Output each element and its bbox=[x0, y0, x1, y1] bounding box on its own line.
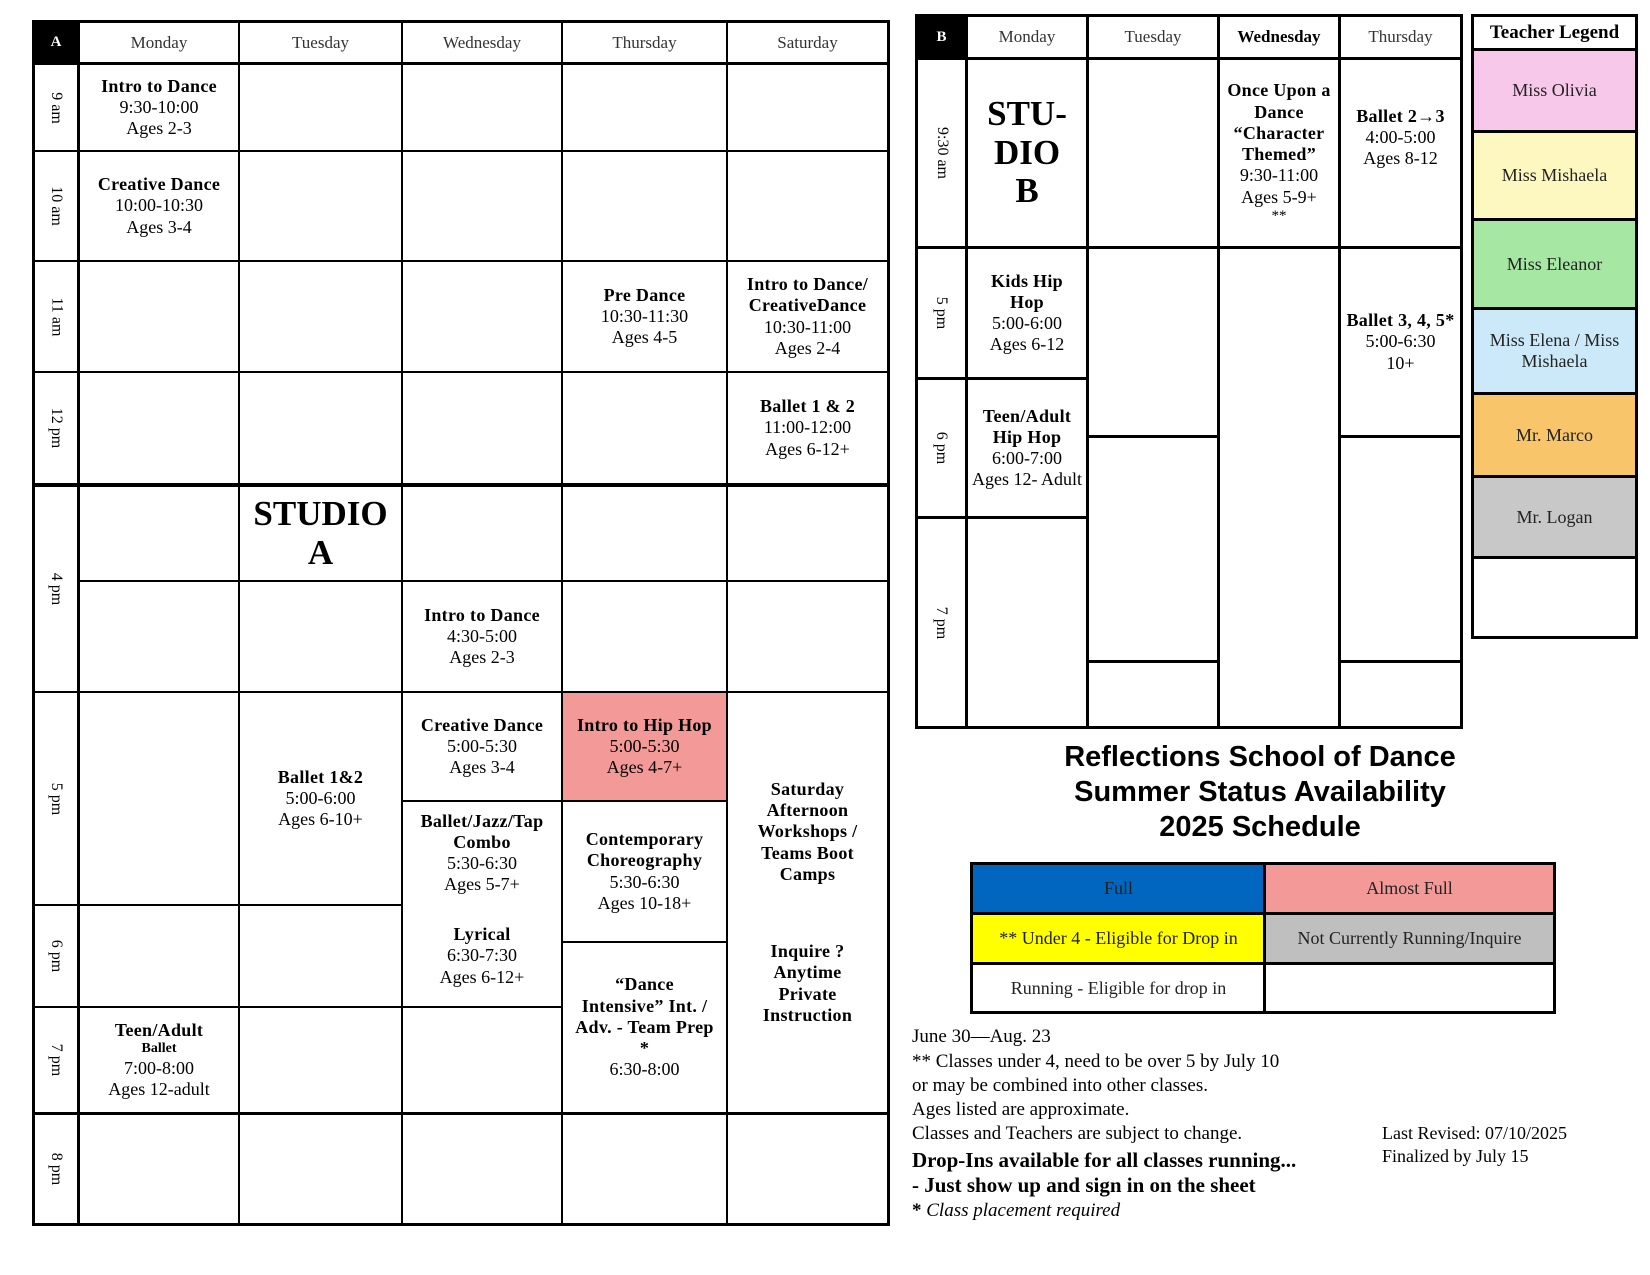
time-label: 11 am bbox=[47, 297, 65, 336]
time-label: 9:30 am bbox=[933, 127, 951, 179]
time-label: 5 pm bbox=[933, 296, 951, 330]
class-cell: Creative Dance 5:00-5:30 Ages 3-4 bbox=[420, 714, 544, 778]
status-almost-full: Almost Full bbox=[1266, 865, 1553, 912]
header-saturday: Saturday bbox=[777, 32, 838, 52]
class-cell-almost-full: Intro to Hip Hop 5:00-5:30 Ages 4-7+ bbox=[563, 693, 726, 800]
time-label: 6 pm bbox=[47, 939, 65, 973]
notes-line: Classes and Teachers are subject to change. bbox=[912, 1123, 1243, 1144]
notes-placement-text: Class placement required bbox=[926, 1200, 1121, 1221]
class-cell: Teen/Adult Ballet 7:00-8:00 Ages 12-adult bbox=[108, 1019, 210, 1099]
time-label: 7 pm bbox=[933, 606, 951, 639]
header-monday: Monday bbox=[998, 27, 1056, 46]
teacher-legend-item: Miss Mishaela bbox=[1474, 133, 1635, 218]
time-label: 8 pm bbox=[47, 1152, 65, 1186]
studio-a-label: STUDIO A bbox=[253, 494, 388, 572]
time-label: 5 pm bbox=[47, 782, 65, 815]
class-cell: Teen/Adult Hip Hop 6:00-7:00 Ages 12- Adult bbox=[972, 405, 1082, 490]
header-monday: Monday bbox=[130, 32, 188, 52]
time-label: 10 am bbox=[47, 186, 65, 226]
notes-line: Ages listed are approximate. bbox=[912, 1099, 1130, 1120]
title-line: Summer Status Availability bbox=[1074, 776, 1446, 808]
class-cell: Lyrical 6:30-7:30 Ages 6-12+ bbox=[439, 924, 525, 987]
teacher-legend-item: Miss Elena / Miss Mishaela bbox=[1474, 310, 1635, 392]
header-tuesday: Tuesday bbox=[292, 32, 349, 52]
notes-placement bbox=[912, 1200, 1120, 1222]
class-cell: Intro to Dance 4:30-5:00 Ages 2-3 bbox=[424, 604, 540, 668]
status-not-running: Not Currently Running/Inquire bbox=[1266, 915, 1553, 962]
status-blank bbox=[1266, 965, 1553, 1011]
studio-b-corner: B bbox=[918, 17, 965, 57]
title-line: Reflections School of Dance bbox=[1064, 741, 1456, 773]
class-cell: Ballet 1&2 5:00-6:00 Ages 6-10+ bbox=[277, 766, 364, 830]
teacher-legend-item: Mr. Marco bbox=[1474, 395, 1635, 475]
notes-dates: June 30—Aug. 23 bbox=[912, 1026, 1051, 1047]
header-tuesday: Tuesday bbox=[1124, 27, 1182, 46]
class-cell: Ballet 1 & 2 11:00-12:00 Ages 6-12+ bbox=[759, 396, 856, 459]
studio-a-corner: A bbox=[35, 23, 77, 62]
notes-line: ** Classes under 4, need to be over 5 by July 10 bbox=[912, 1051, 1280, 1072]
class-cell: Intro to Dance 9:30-10:00 Ages 2-3 bbox=[101, 75, 217, 139]
time-label: 7 pm bbox=[47, 1043, 65, 1077]
class-cell: Creative Dance 10:00-10:30 Ages 3-4 bbox=[97, 174, 221, 237]
class-cell: Ballet 3, 4, 5* 5:00-6:30 10+ bbox=[1346, 310, 1455, 373]
teacher-legend-title: Teacher Legend bbox=[1489, 21, 1620, 43]
class-cell: “Dance Intensive” Int. / Adv. - Team Prep * 6:30-8:00 bbox=[575, 974, 714, 1080]
teacher-legend-item: Miss Eleanor bbox=[1474, 221, 1635, 307]
class-cell: Contemporary Choreography 5:30-6:30 Ages 10-18+ bbox=[585, 829, 704, 913]
class-cell: Pre Dance 10:30-11:30 Ages 4-5 bbox=[600, 284, 689, 348]
header-wednesday: Wednesday bbox=[1237, 27, 1321, 46]
last-revised: Last Revised: 07/10/2025 bbox=[1382, 1123, 1567, 1143]
class-cell: Ballet 2→3 4:00-5:00 Ages 8-12 bbox=[1356, 106, 1445, 169]
notes-line: or may be combined into other classes. bbox=[912, 1075, 1209, 1096]
time-label: 6 pm bbox=[933, 431, 951, 465]
page-title bbox=[1000, 740, 1520, 845]
title-line: 2025 Schedule bbox=[1159, 811, 1361, 843]
time-label: 9 am bbox=[47, 91, 65, 124]
time-label: 4 pm bbox=[47, 572, 65, 606]
class-cell: Kids Hip Hop 5:00-6:00 Ages 6-12 bbox=[989, 270, 1065, 355]
status-under-four: ** Under 4 - Eligible for Drop in bbox=[973, 915, 1264, 962]
class-cell: Once Upon a Dance “Character Themed” 9:30-11:00 Ages 5-9+ ** bbox=[1227, 80, 1331, 224]
header-thursday: Thursday bbox=[1368, 27, 1433, 46]
teacher-legend-item: Mr. Logan bbox=[1474, 478, 1635, 556]
finalized-date: Finalized by July 15 bbox=[1382, 1146, 1529, 1166]
studio-b-label: STU- DIO B bbox=[987, 94, 1067, 211]
status-full: Full bbox=[973, 865, 1264, 912]
status-running: Running - Eligible for drop in bbox=[973, 965, 1264, 1011]
notes-star: * bbox=[912, 1200, 922, 1221]
saturday-afternoon-cell: Saturday Afternoon Workshops / Teams Boot Camps Inquire ? Anytime Private Instruction bbox=[757, 778, 858, 1025]
teacher-legend-item: Miss Olivia bbox=[1474, 51, 1635, 130]
class-cell: Ballet/Jazz/Tap Combo 5:30-6:30 Ages 5-7+ bbox=[420, 810, 544, 895]
header-wednesday: Wednesday bbox=[443, 32, 521, 52]
class-cell: Intro to Dance/ CreativeDance 10:30-11:00 Ages 2-4 bbox=[746, 274, 869, 358]
header-thursday: Thursday bbox=[612, 32, 677, 52]
notes-dropins: Drop-Ins available for all classes running... bbox=[912, 1148, 1297, 1172]
notes-signin: - Just show up and sign in on the sheet bbox=[912, 1173, 1256, 1197]
time-label: 12 pm bbox=[47, 407, 65, 449]
teacher-legend-item bbox=[1474, 559, 1635, 636]
